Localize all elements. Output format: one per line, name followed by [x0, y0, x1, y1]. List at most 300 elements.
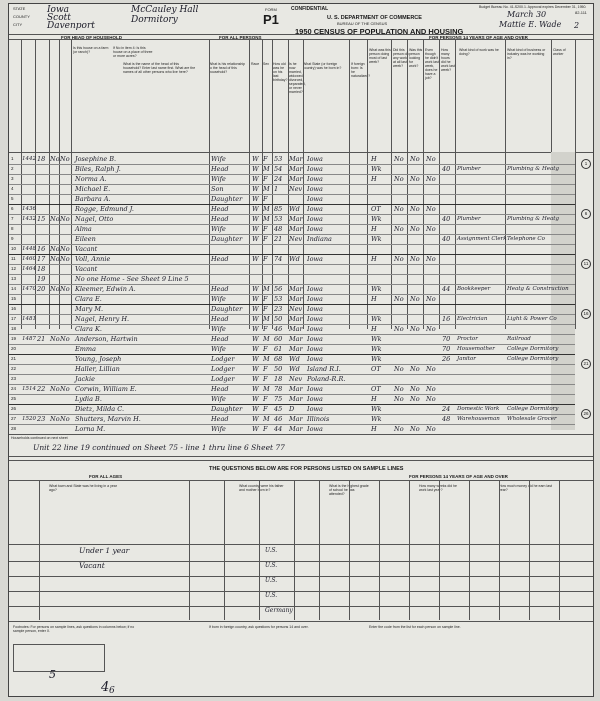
county-label: COUNTY: [13, 14, 30, 19]
cell-house: 1470: [22, 286, 36, 292]
cell-relation: Daughter: [211, 195, 243, 203]
cell-relation: Head: [211, 335, 229, 343]
cell-relation: Head: [211, 255, 229, 263]
sample-row: [9, 546, 593, 556]
bottom-mark-a: 5: [49, 668, 56, 681]
table-row: [9, 214, 575, 224]
cell-race: W: [252, 255, 259, 263]
cell-dwelling: 20: [37, 285, 46, 293]
cell-marital: D: [289, 405, 295, 413]
cell-race: W: [252, 225, 259, 233]
cell-marital: Mar: [289, 345, 303, 353]
cell-farm: No: [50, 155, 60, 163]
cell-line: 18: [11, 326, 17, 331]
cell-dwelling: 17: [37, 255, 46, 263]
cell-name: Vacant: [75, 245, 98, 253]
cell-line: 13: [11, 276, 17, 281]
cell-age: 74: [274, 255, 283, 263]
cell-q17: No: [410, 385, 420, 393]
cell-name: Michael E.: [75, 185, 111, 193]
cell-occupation: Warehouseman: [457, 416, 500, 422]
cell-activity: Wk: [371, 355, 382, 363]
cell-dwelling: 23: [37, 415, 46, 423]
cell-line: 19: [11, 336, 17, 341]
sample-row-birth: U.S.: [265, 547, 278, 554]
cell-age: 50: [274, 365, 283, 373]
cell-q17: No: [410, 325, 420, 333]
cell-name: Shutters, Marvin H.: [75, 415, 141, 423]
cell-relation: Wife: [211, 325, 226, 333]
cell-marital: Wd: [289, 205, 300, 213]
bottom-mark-c: 6: [109, 686, 115, 696]
table-row: [9, 254, 575, 264]
cell-dwelling: 15: [37, 215, 46, 223]
cell-sex: F: [263, 345, 268, 353]
cell-line: 16: [11, 306, 17, 311]
table-row: [9, 424, 575, 434]
cell-industry: Telephone Co: [507, 236, 545, 242]
cell-q16: No: [394, 365, 404, 373]
cell-birthplace: Indiana: [307, 235, 332, 243]
cell-activity: H: [371, 395, 377, 403]
sample-row: [9, 606, 593, 616]
cell-race: W: [252, 305, 259, 313]
cell-hours: 44: [442, 285, 451, 293]
table-row: [9, 154, 575, 164]
cell-race: W: [252, 395, 259, 403]
sample-row: [9, 576, 593, 586]
cell-sex: F: [263, 255, 268, 263]
cell-name: Kleemer, Edwin A.: [75, 285, 136, 293]
cell-hours: 40: [442, 235, 451, 243]
cell-race: W: [252, 215, 259, 223]
bottom-mark-b: 4: [101, 680, 110, 695]
cell-relation: Wife: [211, 155, 226, 163]
cell-industry: Light & Power Co: [507, 316, 557, 322]
table-row: [9, 404, 575, 414]
cell-marital: Wd: [289, 365, 300, 373]
bottom-note-3: Enter the code from the list for each person on sample line.: [369, 625, 461, 629]
cell-dwelling: 21: [37, 335, 46, 343]
cell-activity: Wk: [371, 215, 382, 223]
cell-activity: Wk: [371, 165, 382, 173]
cell-relation: Head: [211, 415, 229, 423]
cell-relation: Wife: [211, 175, 226, 183]
cell-house: 1436: [22, 206, 36, 212]
table-row: [9, 374, 575, 384]
cell-sex: F: [263, 425, 268, 433]
cell-sex: F: [263, 365, 268, 373]
sheet-number: 2: [574, 21, 580, 30]
cell-relation: Head: [211, 165, 229, 173]
cell-age: 46: [274, 325, 283, 333]
cell-occupation: Bookkeeper: [457, 286, 491, 292]
cell-q16: No: [394, 255, 404, 263]
cell-sex: F: [263, 395, 268, 403]
table-row: [9, 274, 575, 284]
state-value: Iowa: [47, 5, 70, 15]
cell-age: 60: [274, 335, 283, 343]
cell-race: W: [252, 165, 259, 173]
cell-line: 2: [11, 166, 14, 171]
cell-age: 78: [274, 385, 283, 393]
cell-marital: Mar: [289, 165, 303, 173]
cell-relation: Head: [211, 205, 229, 213]
cell-activity: H: [371, 175, 377, 183]
cell-sex: M: [263, 315, 270, 323]
cell-acres: No: [60, 155, 70, 163]
form-label: FORM: [265, 7, 277, 12]
cell-line: 5: [11, 196, 14, 201]
cell-name: Mary M.: [75, 305, 104, 313]
cell-line: 21: [11, 356, 17, 361]
budget-note: Budget Bureau No. 41-S200.1. Approval expires December 31, 1950.: [479, 5, 587, 9]
cell-hours: 24: [442, 405, 451, 413]
cell-acres: No: [60, 245, 70, 253]
cell-occupation: Housemother: [457, 346, 495, 352]
cell-occupation: Plumber: [457, 216, 481, 222]
cell-relation: Wife: [211, 295, 226, 303]
cell-activity: Wk: [371, 405, 382, 413]
cell-industry: Railroad: [507, 336, 531, 342]
cell-hours: 70: [442, 345, 451, 353]
table-row: [9, 344, 575, 354]
cell-q18: No: [426, 395, 436, 403]
cell-dwelling: 19: [37, 275, 46, 283]
cell-activity: Wk: [371, 415, 382, 423]
cell-marital: Mar: [289, 425, 303, 433]
cell-birthplace: Iowa: [307, 395, 323, 403]
cell-sex: M: [263, 355, 270, 363]
city-label: CITY: [13, 22, 23, 27]
form-number: P1: [263, 12, 279, 27]
cell-birthplace: Iowa: [307, 165, 323, 173]
cell-race: W: [252, 235, 259, 243]
cell-birthplace: Iowa: [307, 335, 323, 343]
sample-circle-1: 1: [581, 159, 591, 169]
sample-row-text: Under 1 year: [79, 546, 130, 555]
cell-house: 1464: [22, 266, 36, 272]
bureau-label: BUREAU OF THE CENSUS: [337, 21, 388, 26]
cell-marital: Mar: [289, 215, 303, 223]
cell-relation: Daughter: [211, 305, 243, 313]
table-row: [9, 234, 575, 244]
census-sheet: STATE Iowa COUNTY Scott CITY Davenport McCauley Hall Dormitory FORM P1 CONFIDENTIAL U. S. DEPARTMENT OF COMMERCE BUREAU OF THE CENSUS 1950 CENSUS OF POPULATION AND HOUSING Budget Bureau No. 41-S200.1. Approval expires December 31, 1950. March 30 Mattie E. Wade 2 82-111 FOR HEAD OF HOUSEHOLD FOR ALL PERSONS FOR PERSONS 14 YEARS OF AGE AND OVER Is this house on a farm (or ranch)? If No in item 4: Is this house on a place of three or more acres? What is the name of the head of this household? Enter last name first. What are the names of all other persons who live here? What is his relationship to the head of this household? Race Sex How old was he on his last birthday? Is he now married, widowed, divorced, separated, or never married? What State (or foreign country) was he born in? If foreign born: Is he naturalized? What was this person doing most of last week? Did this person do any work at all last week? Was this person looking for work? Even though he didn't work last week, does he have a job? How many hours did he work last week? What kind of work was he doing? What kind of business or industry was he working in? Class of worker 1 1442 18 No No Josephine B. Wife W F 53 Mar Iowa H No No No 2 Biles, Ralph J. Head W M 54 Mar Iowa Wk 40 Plumber Plumbing & Heatg 3 Norma A. Wife W F 24 Mar Iowa H No No No 4 Michael E. Son W M 1 Nev Iowa 5 Barbara A. Daughter W F Iowa 6 1436 Rogge, Edmund J. Head W M 85 Wd Iowa OT No No No 7 1432 15 No No Nagel, Otto Head W M 53 Mar Iowa Wk 40 Plumber Plumbing & Heatg 8 Alma Wife W F 48 Mar Iowa H No No No 9 Eileen Daughter W F 21 Nev Indiana Wk 40 Assignment Clerk Telephone Co 10 1448 16 No No Vacant 11 1460 17 No No Voll, Annie Head W F 74 Wd Iowa H No No No 12 1464 18 Vacant 13 19 No one Home - See Sheet 9 Line 5 14 1470 20 No No Kleemer, Edwin A. Head W M 56 Mar Iowa Wk 44 Bookkeeper Heatg & Construction 15 Clara E. Wife W F 53 Mar Iowa H No No No 16 Mary M. Daughter W F 23 Nev Iowa 17 1481 Nagel, Henry H. Head W M 50 Mar Iowa Wk 16 Electrician Light & Power Co 18 Clara K. Wife W F 46 Mar Iowa H No No No 19 1487 21 No No Anderson, Hartwin Head W M 60 Mar Iowa Wk 70 Proctor Railroad 20 Emma Wife W F 61 Mar Iowa Wk 70 Housemother College Dormitory 21 Young, Joseph Lodger W M 68 Wd Iowa Wk 26 Janitor College Dormitory 22 Haller, Lillian Lodger W F 50 Wd Island R.I. OT No No No 23 Jackie Lodger W F 18 Nev Poland-R.R. 24 1514 22 No No Corwin, William E. Head W M 78 Mar Iowa OT No No No 25 Lydia B. Wife W F 75 Mar Iowa H No No No 26 Dietz, Milda C. Daughter W F 45 D Iowa Wk 24 Domestic Work College Dormitory 27 1520 23 No No Shutters, Marvin H. Head W M 46 Mar Illinois Wk 48 Warehouseman Wholesale Grocer 28 Lorna M. Wife W F 44 Mar Iowa H No No No Households continued on next sheet Unit 22 line 19 continued on Sheet 75 - line 1 thru line 6 Sheet 77 THE QUESTIONS BELOW ARE FOR PERSONS LISTED ON SAMPLE LINES FOR ALL AGES FOR PERSONS 14 YEARS OF AGE AND OVER What town and State was he living in a year ago? What country were his father and mother born in? What is the highest grade of school he has attended? How many weeks did he work last year? How much money did he earn last year? Under 1 year U.S. Vacant U.S. U.S. U.S. Germany Footnotes: For persons on sample lines, ask questions in columns below; if no sample person, enter X. If born in foreign country, ask questions for persons 14 and over. Enter the code from the list for each person on sample line. 5 4 6 1 6 11 16 21 26: [8, 3, 594, 697]
cell-q16: No: [394, 395, 404, 403]
cell-hours: 26: [442, 355, 451, 363]
cell-race: W: [252, 385, 259, 393]
census-title: 1950 CENSUS OF POPULATION AND HOUSING: [295, 27, 464, 36]
cell-race: W: [252, 345, 259, 353]
person-rows: [9, 154, 593, 434]
sample-age14-label: FOR PERSONS 14 YEARS OF AGE AND OVER: [409, 474, 508, 479]
table-row: [9, 224, 575, 234]
cell-q16: No: [394, 155, 404, 163]
cell-sex: F: [263, 175, 268, 183]
cell-age: 75: [274, 395, 283, 403]
sample-circle-21: 21: [581, 359, 591, 369]
cell-relation: Wife: [211, 425, 226, 433]
cell-name: Anderson, Hartwin: [75, 335, 138, 343]
cell-relation: Lodger: [211, 365, 235, 373]
cell-house: 1520: [22, 416, 36, 422]
cell-name: Vacant: [75, 265, 98, 273]
cell-sex: M: [263, 385, 270, 393]
cell-activity: OT: [371, 365, 381, 373]
sample-circle-11: 11: [581, 259, 591, 269]
cell-q17: No: [410, 175, 420, 183]
cell-dwelling: 16: [37, 245, 46, 253]
cell-marital: Mar: [289, 395, 303, 403]
cell-line: 25: [11, 396, 17, 401]
cell-marital: Wd: [289, 255, 300, 263]
cell-farm: No: [50, 255, 60, 263]
cell-house: 1487: [22, 336, 36, 342]
cell-name: Haller, Lillian: [75, 365, 120, 373]
place-type: Dormitory: [131, 15, 178, 25]
cell-age: 48: [274, 225, 283, 233]
cell-house: 1481: [22, 316, 36, 322]
cell-age: 85: [274, 205, 283, 213]
cell-marital: Nev: [289, 185, 303, 193]
cell-activity: OT: [371, 385, 381, 393]
cell-name: Voll, Annie: [75, 255, 111, 263]
cell-relation: Lodger: [211, 375, 235, 383]
cell-q18: No: [426, 225, 436, 233]
cell-marital: Mar: [289, 175, 303, 183]
cell-occupation: Assignment Clerk: [457, 236, 507, 242]
cell-line: 14: [11, 286, 17, 291]
cell-activity: H: [371, 325, 377, 333]
cell-industry: College Dormitory: [507, 356, 559, 362]
cell-hours: 70: [442, 335, 451, 343]
cell-line: 1: [11, 156, 14, 161]
cell-age: 1: [274, 185, 279, 193]
cell-marital: Mar: [289, 415, 303, 423]
sample-circle-16: 16: [581, 309, 591, 319]
cell-line: 4: [11, 186, 14, 191]
cell-line: 11: [11, 256, 16, 261]
cell-birthplace: Iowa: [307, 225, 323, 233]
cell-birthplace: Iowa: [307, 325, 323, 333]
cell-name: Corwin, William E.: [75, 385, 137, 393]
cell-line: 9: [11, 236, 14, 241]
cell-dwelling: 18: [37, 155, 46, 163]
cell-activity: H: [371, 255, 377, 263]
sample-header: THE QUESTIONS BELOW ARE FOR PERSONS LISTED ON SAMPLE LINES: [209, 466, 404, 472]
cell-hours: 16: [442, 315, 451, 323]
cell-acres: No: [60, 335, 70, 343]
cell-relation: Head: [211, 215, 229, 223]
cell-sex: F: [263, 305, 268, 313]
table-row: [9, 324, 575, 334]
cell-q17: No: [410, 225, 420, 233]
cell-race: W: [252, 355, 259, 363]
cell-relation: Daughter: [211, 405, 243, 413]
cell-name: Norma A.: [75, 175, 107, 183]
cell-activity: Wk: [371, 345, 382, 353]
cell-age: 54: [274, 165, 283, 173]
cell-line: 10: [11, 246, 17, 251]
city-value: Davenport: [47, 21, 95, 31]
cell-line: 17: [11, 316, 17, 321]
cell-q16: No: [394, 225, 404, 233]
table-row: [9, 174, 575, 184]
cell-marital: Mar: [289, 385, 303, 393]
table-row: [9, 394, 575, 404]
cell-age: 45: [274, 405, 283, 413]
cell-dwelling: 22: [37, 385, 46, 393]
cell-activity: H: [371, 155, 377, 163]
cell-birthplace: Iowa: [307, 205, 323, 213]
cell-q17: No: [410, 365, 420, 373]
cell-name: Clara K.: [75, 325, 102, 333]
cell-q16: No: [394, 325, 404, 333]
cell-q17: No: [410, 255, 420, 263]
cell-age: 53: [274, 215, 283, 223]
enum-date: March 30: [507, 10, 547, 19]
column-headers: Is this house on a farm (or ranch)? If No in item 4: Is this house on a place of three or more acres? What is the name of the head of this household? Enter last name first. What are the names of all other persons who live here? What is his relationship to the head of this household? Race Sex How old was he on his last birthday? Is he now married, widowed, divorced, separated, or never married? What State (or foreign country) was he born in? If foreign born: Is he naturalized? What was this person doing most of last week? Did this person do any work at all last week? Was this person looking for work? Even though he didn't work last week, does he have a job? How many hours did he work last week? What kind of work was he doing? What kind of business or industry was he working in? Class of worker: [73, 46, 566, 94]
cell-relation: Son: [211, 185, 224, 193]
sample-row-birth: Germany: [265, 607, 293, 614]
cell-q17: No: [410, 395, 420, 403]
cell-relation: Wife: [211, 225, 226, 233]
enumerator-name: Mattie E. Wade: [499, 20, 562, 29]
cell-activity: Wk: [371, 285, 382, 293]
cell-relation: Wife: [211, 345, 226, 353]
cell-race: W: [252, 195, 259, 203]
table-row: [9, 354, 575, 364]
cell-farm: No: [50, 215, 60, 223]
cell-marital: Mar: [289, 295, 303, 303]
cell-name: Young, Joseph: [75, 355, 122, 363]
age14-section-label: FOR PERSONS 14 YEARS OF AGE AND OVER: [429, 35, 528, 40]
sample-row-text: Vacant: [79, 561, 105, 570]
cell-sex: F: [263, 155, 268, 163]
table-row: [9, 414, 575, 424]
county-value: Scott: [47, 13, 71, 23]
cell-marital: Nev: [289, 375, 303, 383]
cell-age: 21: [274, 235, 283, 243]
cell-birthplace: Iowa: [307, 295, 323, 303]
cell-sex: F: [263, 325, 268, 333]
cell-farm: No: [50, 415, 60, 423]
cell-farm: No: [50, 385, 60, 393]
cell-farm: No: [50, 245, 60, 253]
cell-age: 68: [274, 355, 283, 363]
table-row: [9, 384, 575, 394]
cell-age: 23: [274, 305, 283, 313]
cell-birthplace: Illinois: [307, 415, 330, 423]
cell-q18: No: [426, 365, 436, 373]
cell-name: Josephine B.: [75, 155, 117, 163]
cell-house: 1432: [22, 216, 36, 222]
cell-birthplace: Iowa: [307, 385, 323, 393]
cell-name: Alma: [75, 225, 92, 233]
table-row: [9, 304, 575, 314]
cell-q18: No: [426, 175, 436, 183]
cell-q16: No: [394, 425, 404, 433]
cell-race: W: [252, 365, 259, 373]
table-row: [9, 294, 575, 304]
cell-race: W: [252, 315, 259, 323]
cell-birthplace: Iowa: [307, 345, 323, 353]
cell-marital: Mar: [289, 335, 303, 343]
cell-age: 53: [274, 155, 283, 163]
cell-line: 12: [11, 266, 17, 271]
cell-occupation: Domestic Work: [457, 406, 500, 412]
cell-line: 6: [11, 206, 14, 211]
cell-race: W: [252, 325, 259, 333]
bottom-note-2: If born in foreign country, ask questions for persons 14 and over.: [209, 625, 309, 629]
cell-birthplace: Iowa: [307, 425, 323, 433]
place-name: McCauley Hall: [131, 5, 199, 15]
cell-race: W: [252, 205, 259, 213]
bottom-box: [13, 644, 105, 672]
cell-marital: Nev: [289, 305, 303, 313]
sample-row: [9, 591, 593, 601]
cell-line: 3: [11, 176, 14, 181]
household-section-label: FOR HEAD OF HOUSEHOLD: [61, 35, 123, 40]
cell-q16: No: [394, 385, 404, 393]
cell-race: W: [252, 335, 259, 343]
cell-line: 24: [11, 386, 17, 391]
cell-dwelling: 18: [37, 265, 46, 273]
footer-note-label: Households continued on next sheet: [11, 436, 68, 440]
cell-birthplace: Iowa: [307, 215, 323, 223]
cell-sex: M: [263, 285, 270, 293]
cell-industry: Heatg & Construction: [507, 286, 569, 292]
cell-age: 61: [274, 345, 283, 353]
cell-race: W: [252, 405, 259, 413]
cell-marital: Wd: [289, 355, 300, 363]
sample-all-ages-label: FOR ALL AGES: [89, 474, 123, 479]
cell-sex: M: [263, 335, 270, 343]
cell-sex: F: [263, 235, 268, 243]
cell-age: 56: [274, 285, 283, 293]
cell-name: Lorna M.: [75, 425, 106, 433]
cell-line: 27: [11, 416, 17, 421]
cell-race: W: [252, 415, 259, 423]
table-row: [9, 194, 575, 204]
cell-race: W: [252, 155, 259, 163]
table-row: [9, 314, 575, 324]
cell-industry: Plumbing & Heatg: [507, 166, 560, 172]
cell-birthplace: Iowa: [307, 315, 323, 323]
cell-line: 28: [11, 426, 17, 431]
cell-q18: No: [426, 295, 436, 303]
cell-age: 50: [274, 315, 283, 323]
cell-name: Rogge, Edmund J.: [75, 205, 134, 213]
cell-name: Dietz, Milda C.: [75, 405, 125, 413]
table-row: [9, 364, 575, 374]
cell-industry: Wholesale Grocer: [507, 416, 557, 422]
table-row: [9, 164, 575, 174]
cell-birthplace: Iowa: [307, 355, 323, 363]
cell-relation: Daughter: [211, 235, 243, 243]
cell-race: W: [252, 185, 259, 193]
cell-q18: No: [426, 385, 436, 393]
table-row: [9, 334, 575, 344]
cell-q16: No: [394, 205, 404, 213]
cell-hours: 40: [442, 215, 451, 223]
cell-name: Barbara A.: [75, 195, 111, 203]
cell-relation: Head: [211, 385, 229, 393]
cell-sex: M: [263, 215, 270, 223]
cell-birthplace: Iowa: [307, 155, 323, 163]
cell-q17: No: [410, 425, 420, 433]
cell-name: Biles, Ralph J.: [75, 165, 121, 173]
